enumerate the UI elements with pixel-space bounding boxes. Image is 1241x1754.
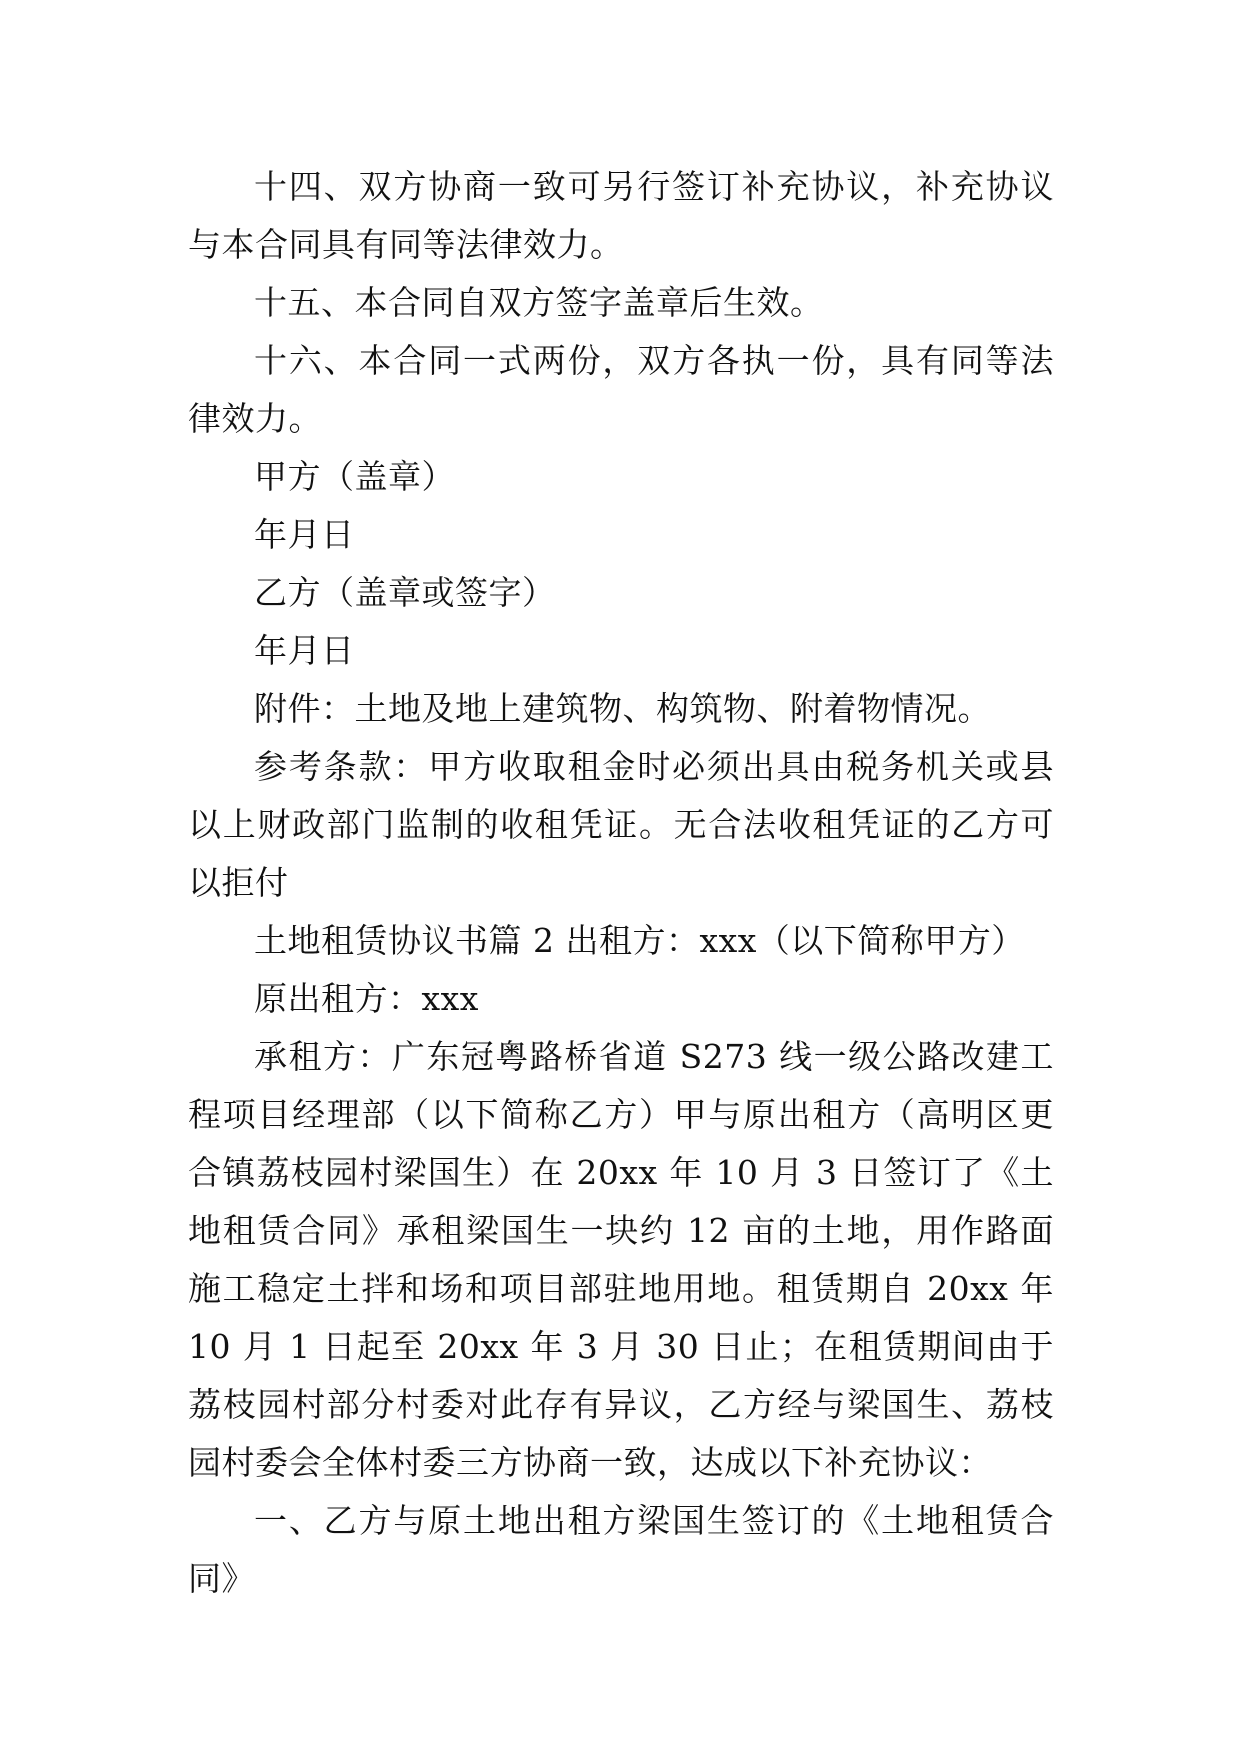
party-b-seal-line: 乙方（盖章或签字） (254, 573, 556, 612)
agreement-two-heading: 土地租赁协议书篇 2 出租方：xxx（以下简称甲方） (254, 921, 1025, 960)
clause-fourteen: 十四、双方协商一致可另行签订补充协议，补充协议与本合同具有同等法律效力。 (188, 167, 1054, 264)
reference-clause: 参考条款：甲方收取租金时必须出具由税务机关或县以上财政部门监制的收租凭证。无合法收租凭证的乙方可以拒付 (188, 747, 1054, 902)
party-a-date-line: 年月日 (254, 515, 355, 554)
party-b-date-line: 年月日 (254, 631, 355, 670)
clause-one: 一、乙方与原土地出租方梁国生签订的《土地租赁合同》 (188, 1501, 1054, 1598)
lessee-paragraph: 承租方：广东冠粤路桥省道 S273 线一级公路改建工程项目经理部（以下简称乙方）甲与原出租方（高明区更合镇荔枝园村梁国生）在 20xx 年 10 月 3 日签订了《土地租赁合同》承租梁国生一块约 12 亩的土地，用作路面施工稳定土拌和场和项目部驻地用地。租赁期自 20xx 年 10 月 1 日起至 20xx 年 3 月 30 日止；在租赁期间由于荔枝园村部分村委对此存有异议，乙方经与梁国生、荔枝园村委会全体村委三方协商一致，达成以下补充协议： (188, 1037, 1054, 1482)
document-body (188, 158, 1054, 1608)
original-lessor-line: 原出租方：xxx (254, 979, 479, 1018)
clause-sixteen: 十六、本合同一式两份，双方各执一份，具有同等法律效力。 (188, 341, 1054, 438)
clause-fifteen: 十五、本合同自双方签字盖章后生效。 (254, 283, 824, 322)
party-a-seal-line: 甲方（盖章） (254, 457, 455, 496)
attachment-note: 附件：土地及地上建筑物、构筑物、附着物情况。 (254, 689, 991, 728)
